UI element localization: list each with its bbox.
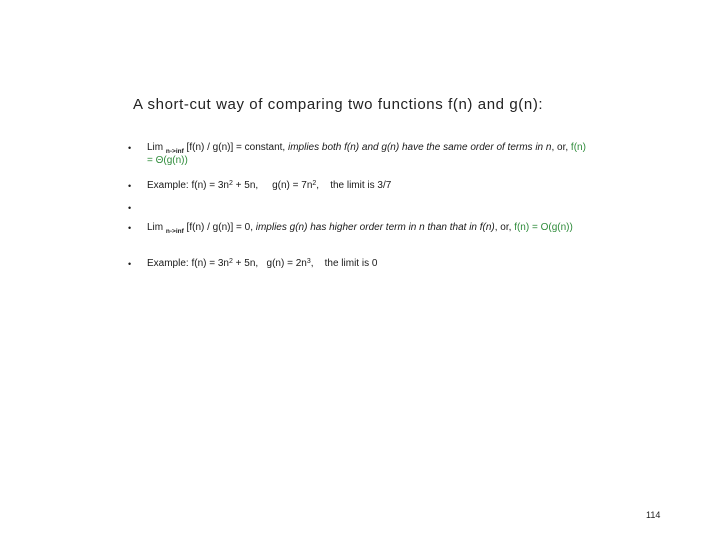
implication-text: implies g(n) has higher order term in n than that in f(n) xyxy=(255,222,495,233)
theta-notation: f(n) = Θ(g(n)) xyxy=(147,142,586,166)
lim-subscript: n->inf xyxy=(165,148,184,155)
bullet-icon: • xyxy=(128,203,132,213)
example-result: , the limit is 3/7 xyxy=(316,180,392,191)
example-prefix: Example: f(n) = 3n xyxy=(147,258,229,269)
implication-text: implies both f(n) and g(n) have the same order of terms in n xyxy=(288,142,552,153)
lim-expression: [f(n) / g(n)] = constant, xyxy=(183,142,288,153)
bullet-text xyxy=(147,258,587,271)
connector-text: , or, xyxy=(551,142,571,153)
page-number: 114 xyxy=(646,510,661,520)
slide-title: A short-cut way of comparing two functions f(n) and g(n): xyxy=(133,96,544,113)
exponent: 2 xyxy=(312,180,317,187)
lim-subscript: n->inf xyxy=(165,228,184,235)
example-result: , the limit is 0 xyxy=(310,258,378,269)
bullet-icon: • xyxy=(128,259,132,269)
example-mid: + 5n, g(n) = 7n xyxy=(232,180,313,191)
bullet-icon: • xyxy=(128,181,132,191)
exponent: 3 xyxy=(306,258,311,265)
big-o-notation: f(n) = O(g(n)) xyxy=(514,222,573,233)
example-prefix: Example: f(n) = 3n xyxy=(147,180,229,191)
bullet-text xyxy=(147,222,587,235)
bullet-text xyxy=(147,180,587,193)
lim-expression: [f(n) / g(n)] = 0, xyxy=(183,222,256,233)
exponent: 2 xyxy=(228,180,233,187)
example-mid: + 5n, g(n) = 2n xyxy=(232,258,307,269)
lim-label: Lim xyxy=(147,142,164,153)
connector-text: , or, xyxy=(494,222,515,233)
bullet-text xyxy=(147,142,587,167)
bullet-icon: • xyxy=(128,223,132,233)
lim-label: Lim xyxy=(147,222,164,233)
bullet-icon: • xyxy=(128,143,132,153)
exponent: 2 xyxy=(228,258,233,265)
